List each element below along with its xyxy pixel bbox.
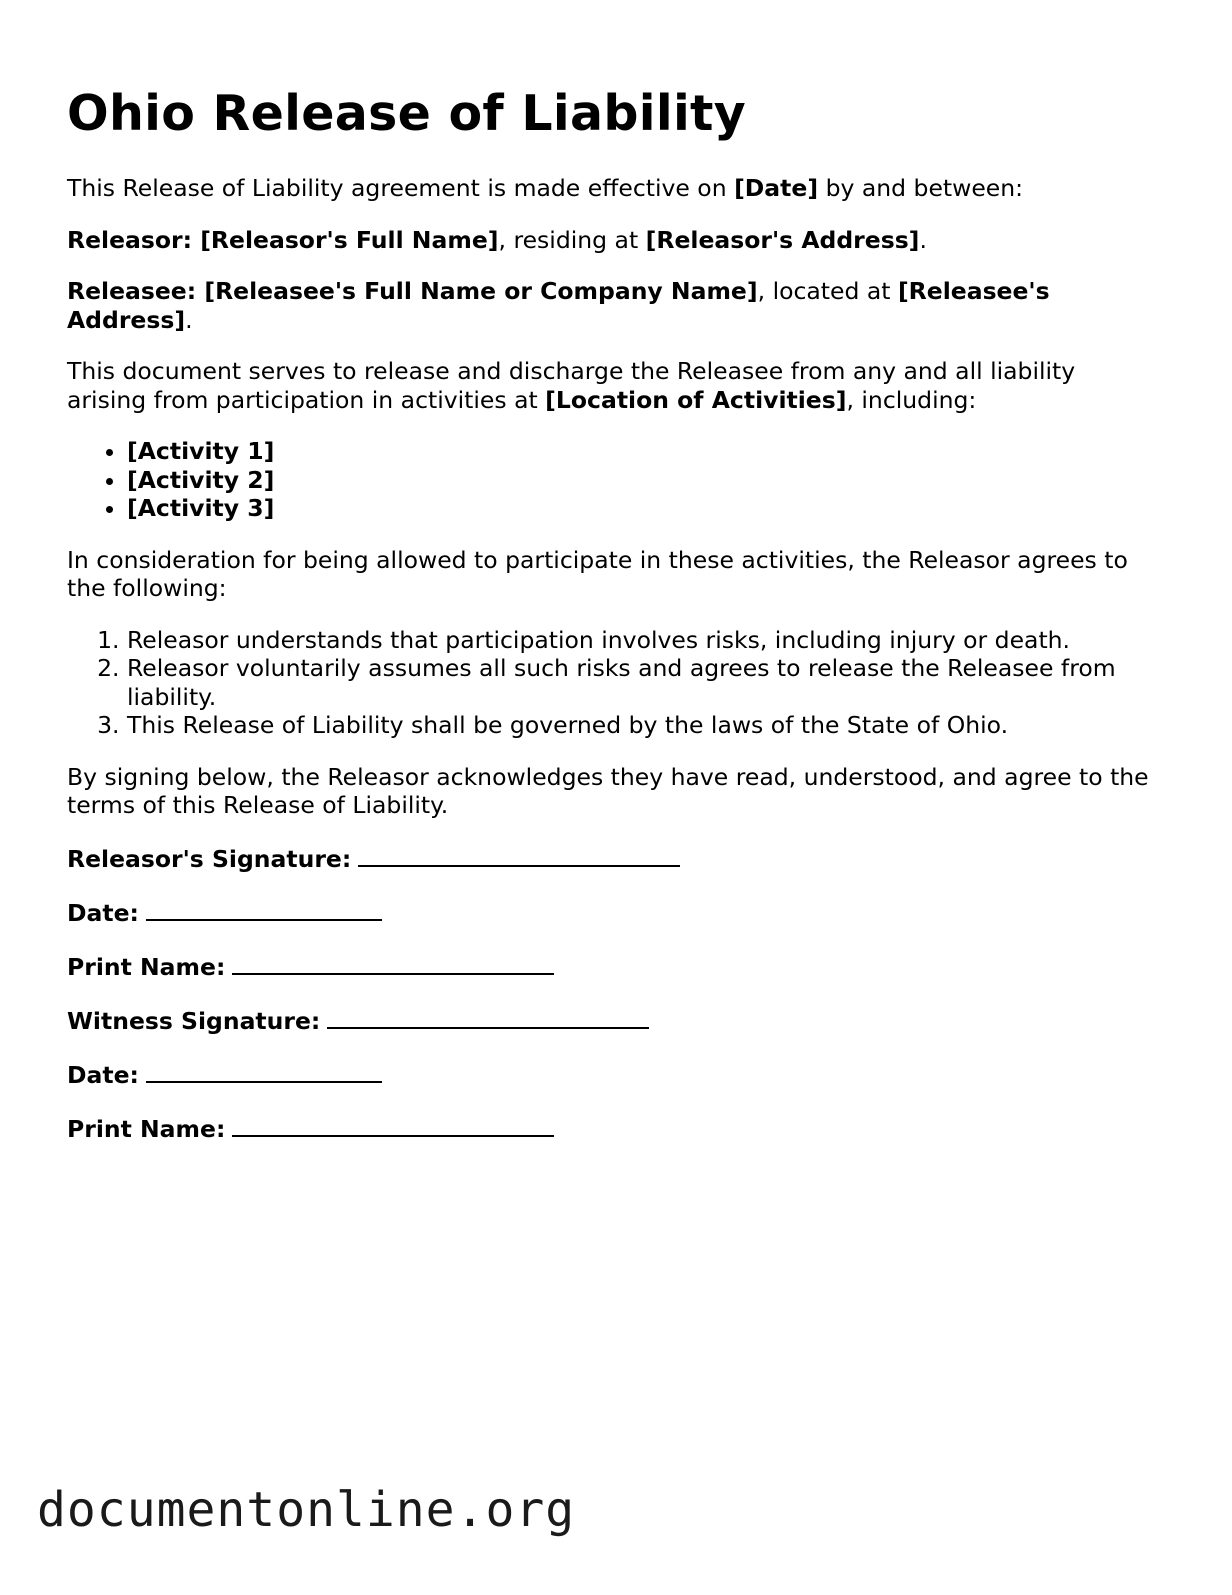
activities-list — [67, 437, 1157, 523]
date-line-2 — [67, 1059, 1157, 1090]
releasor-address-placeholder: [Releasor's Address] — [645, 225, 920, 254]
consideration-paragraph: In consideration for being allowed to participate in these activities, the Releasor agrees to the following: — [67, 545, 1128, 602]
releasor-name-placeholder: [Releasor's Full Name] — [200, 225, 499, 254]
witness-signature-blank[interactable] — [327, 1005, 649, 1029]
date-label-1: Date: — [67, 898, 139, 927]
document-title: Ohio Release of Liability — [67, 85, 747, 142]
date-blank-2[interactable] — [146, 1059, 382, 1083]
print-name-label-2: Print Name: — [67, 1114, 226, 1143]
releasee-paragraph: Releasee: [Releasee's Full Name or Company Name], located at [Releasee's Address]. — [67, 277, 1050, 334]
intro-paragraph: This Release of Liability agreement is made effective on [Date] by and between: — [67, 174, 1024, 202]
print-name-label-1: Print Name: — [67, 952, 226, 981]
releasee-label: Releasee: — [67, 277, 205, 305]
date-blank-1[interactable] — [146, 897, 382, 921]
list-item: • [Activity 2] — [127, 466, 1157, 495]
terms-list — [67, 626, 1157, 740]
date-placeholder: [Date] — [734, 174, 819, 202]
list-item: 1. Releasor understands that participation involves risks, including injury or death. — [127, 626, 1157, 655]
releasor-paragraph: Releasor: [Releasor's Full Name], residing at [Releasor's Address]. — [67, 225, 927, 254]
location-placeholder: [Location of Activities] — [545, 385, 847, 414]
date-line-1 — [67, 897, 1157, 928]
watermark-text: documentonline.org — [37, 1482, 576, 1538]
list-item: 3. This Release of Liability shall be governed by the laws of the State of Ohio. — [127, 711, 1157, 740]
list-item: • [Activity 3] — [127, 494, 1157, 523]
print-name-line-1 — [67, 951, 1157, 982]
print-name-blank-1[interactable] — [232, 951, 554, 975]
witness-signature-label: Witness Signature: — [67, 1006, 321, 1035]
releasee-address-placeholder: [Releasee's Address] — [67, 277, 1050, 334]
releasor-signature-blank[interactable] — [358, 843, 680, 867]
purpose-paragraph: This document serves to release and discharge the Releasee from any and all liability arising from participation in activities at [Location of Activities], including: — [67, 357, 1076, 414]
print-name-line-2 — [67, 1113, 1157, 1144]
list-item: 2. Releasor voluntarily assumes all such risks and agrees to release the Releasee from liability. — [127, 654, 1157, 711]
document-page — [67, 84, 1157, 1167]
releasor-signature-line — [67, 843, 1157, 874]
acknowledgement-paragraph: By signing below, the Releasor acknowledges they have read, understood, and agree to the terms of this Release of Liability. — [67, 762, 1149, 819]
releasor-signature-label: Releasor's Signature: — [67, 844, 352, 873]
date-label-2: Date: — [67, 1060, 139, 1089]
print-name-blank-2[interactable] — [232, 1113, 554, 1137]
releasor-label: Releasor: — [67, 225, 201, 254]
witness-signature-line — [67, 1005, 1157, 1036]
list-item: • [Activity 1] — [127, 437, 1157, 466]
releasee-name-placeholder: [Releasee's Full Name or Company Name] — [204, 277, 758, 305]
